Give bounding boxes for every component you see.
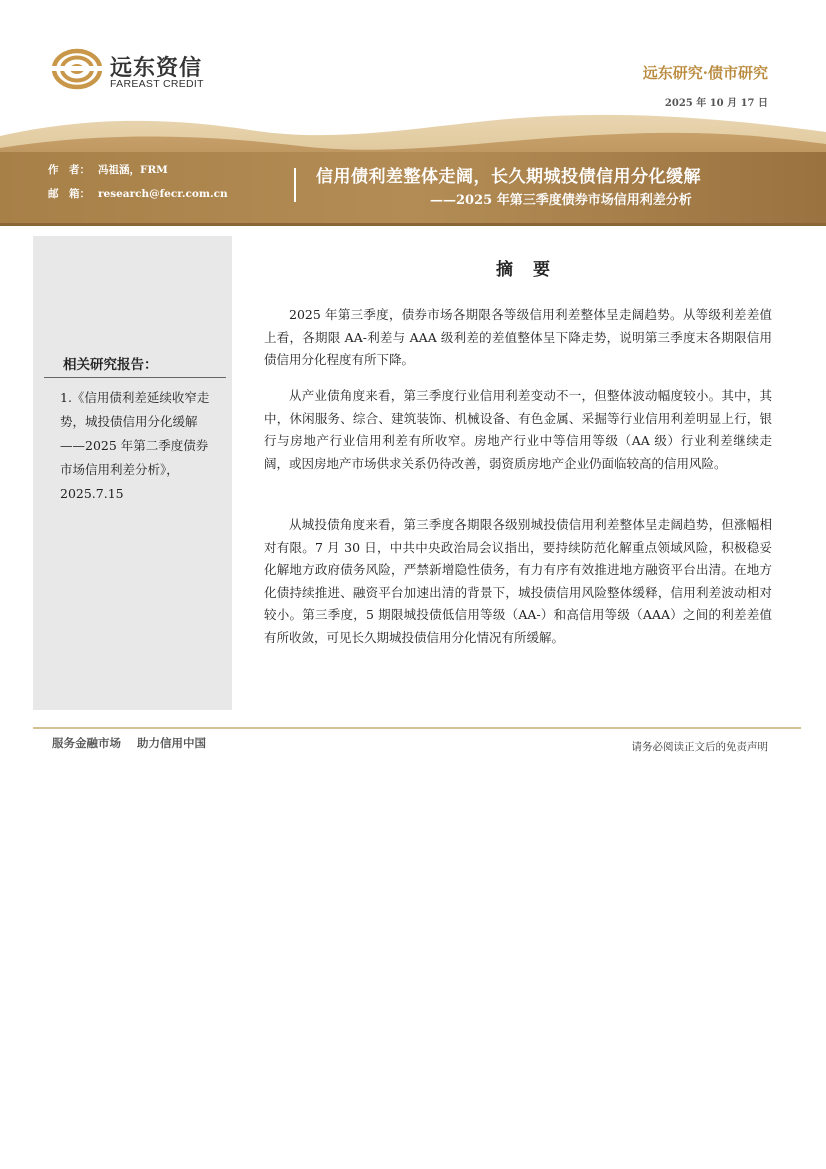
abstract-heading: 摘要 — [496, 260, 570, 280]
author-label: 作 者： — [48, 164, 90, 176]
abstract-paragraph-3: 从城投债角度来看，第三季度各期限各级别城投债信用利差整体呈走阔趋势，但涨幅相对有限。7 月 30 日，中共中央政治局会议指出，要持续防范化解重点领域风险，积极稳妥化解地方政府债务风险，严禁新增隐性债务，有力有序有效推进地方融资平台出清。在地方化债持续推进、融资平台加速出清的背景下，城投债信用风险整体缓释，信用利差波动相对较小。第三季度，5 期限城投债低信用等级（AA-）和高信用等级（AAA）之间的利差差值有所收敛，可见长久期城投债信用分化情况有所缓解。 — [264, 517, 772, 645]
logo-chinese-text: 远东资信 — [110, 56, 203, 81]
author-line — [48, 158, 228, 182]
brand-tagline: 远东研究·债市研究 — [642, 64, 768, 82]
logo-english-text: FAREAST CREDIT — [110, 78, 204, 90]
related-report-item[interactable]: 1.《信用债利差延续收窄走势，城投债信用分化缓解——2025 年第二季度债券市场信用利差分析》，2025.7.15 — [60, 390, 210, 501]
related-reports-heading: 相关研究报告： — [63, 357, 158, 373]
report-subtitle: ——2025 年第三季度债券市场信用利差分析 — [430, 193, 692, 208]
email-address[interactable]: research@fecr.com.cn — [98, 188, 228, 200]
footer-slogan: 服务金融市场 助力信用中国 — [52, 736, 207, 750]
footer-disclaimer: 请务必阅读正文后的免责声明 — [631, 741, 768, 753]
abstract-paragraph-2: 从产业债角度来看，第三季度行业信用利差变动不一，但整体波动幅度较小。其中，其中，休闲服务、综合、建筑装饰、机械设备、有色金属、采掘等行业信用利差明显上行，银行与房地产行业信用利差有所收窄。房地产行业中等信用等级（AA 级）行业利差继续走阔，或因房地产市场供求关系仍待改善，弱资质房地产企业仍面临较高的信用风险。 — [264, 388, 772, 471]
company-logo — [52, 48, 212, 92]
title-divider — [294, 168, 296, 202]
author-name: 冯祖涵，FRM — [98, 164, 168, 176]
report-title: 信用债利差整体走阔，长久期城投债信用分化缓解 — [316, 167, 701, 187]
author-info — [48, 158, 228, 206]
email-label: 邮 箱： — [48, 188, 90, 200]
sidebar-divider — [44, 377, 226, 378]
fareast-logo-icon — [52, 48, 102, 90]
abstract-paragraph-1: 2025 年第三季度，债券市场各期限各等级信用利差整体呈走阔趋势。从等级利差差值上看，各期限 AA-利差与 AAA 级利差的差值整体呈下降走势，说明第三季度末各期限信用债信用分化程度有所下降。 — [264, 307, 772, 368]
footer-divider — [33, 727, 801, 729]
report-date: 2025 年 10 月 17 日 — [664, 98, 768, 109]
email-line — [48, 182, 228, 206]
